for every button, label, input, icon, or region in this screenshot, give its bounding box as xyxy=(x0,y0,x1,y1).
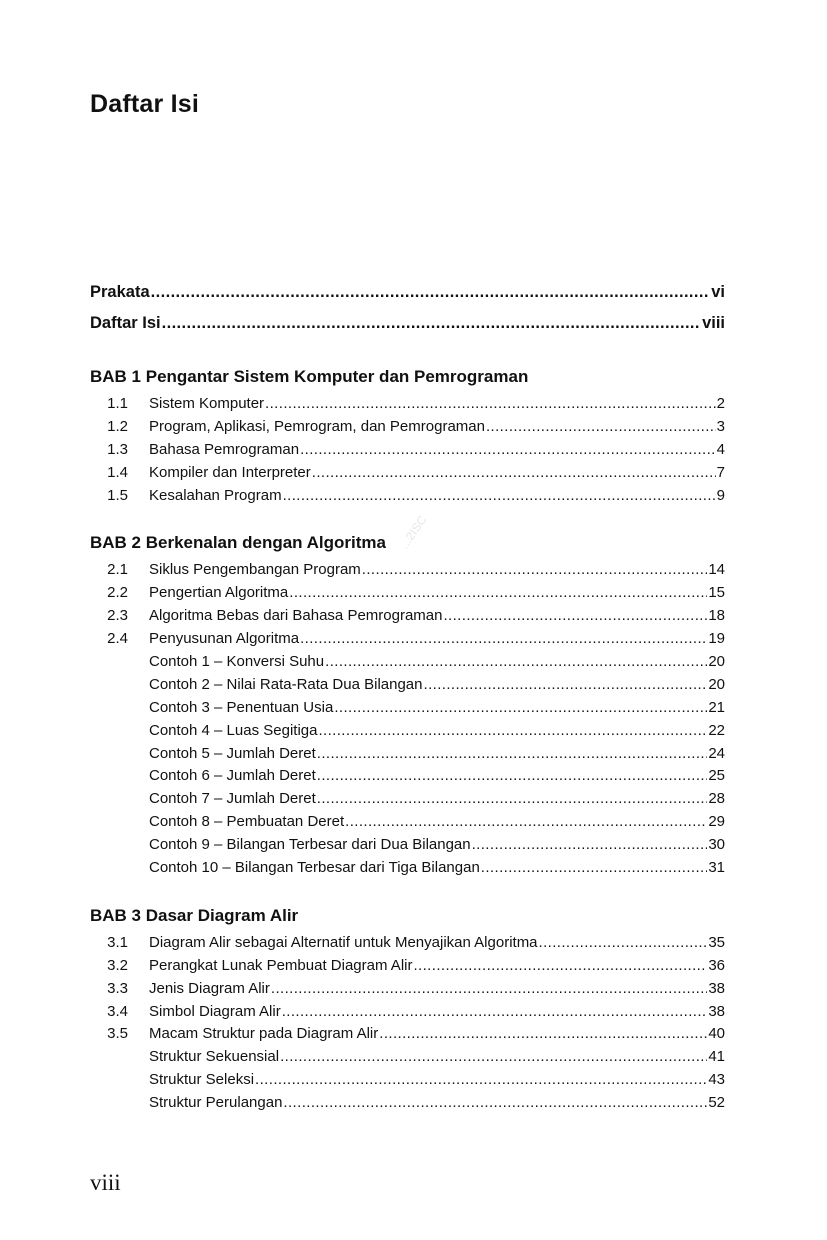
toc-entry-label: Penyusunan Algoritma xyxy=(149,630,300,648)
toc-section-row[interactable] xyxy=(90,1023,725,1046)
toc-entry-label: Contoh 7 – Jumlah Deret xyxy=(149,790,316,808)
section-number: 3.1 xyxy=(107,933,128,951)
dot-leader xyxy=(486,416,716,439)
section-number: 3.2 xyxy=(107,956,128,974)
toc-entry-label: Sistem Komputer xyxy=(149,395,265,412)
toc-page-number: 7 xyxy=(716,463,725,481)
dot-leader xyxy=(472,834,708,857)
toc-entry-label: Contoh 10 – Bilangan Terbesar dari Tiga Bilangan xyxy=(149,859,480,877)
toc-page-number: 20 xyxy=(708,653,725,671)
toc-section-row[interactable] xyxy=(90,605,725,628)
toc-page-number: 21 xyxy=(708,698,725,716)
toc-entry-label: Kompiler dan Interpreter xyxy=(149,463,311,481)
toc-subsection-row[interactable] xyxy=(90,1092,725,1115)
toc-subsection-row[interactable] xyxy=(90,765,725,788)
toc-entry-label: Contoh 2 – Nilai Rata-Rata Dua Bilangan xyxy=(149,675,423,693)
dot-leader xyxy=(317,743,708,766)
toc-section-row[interactable] xyxy=(90,1001,725,1024)
chapter-heading[interactable]: BAB 2 Berkenalan dengan Algoritma xyxy=(90,533,386,553)
dot-leader xyxy=(379,1023,707,1046)
toc-entry-label: Struktur Sekuensial xyxy=(149,1048,280,1066)
section-number: 1.2 xyxy=(107,417,128,435)
toc-subsection-row[interactable] xyxy=(90,1069,725,1092)
toc-page-number: 3 xyxy=(716,417,725,435)
toc-subsection-row[interactable] xyxy=(90,720,725,743)
toc-entry-label: Contoh 4 – Luas Segitiga xyxy=(149,721,318,739)
toc-section-row[interactable] xyxy=(90,393,725,416)
toc-section-row[interactable] xyxy=(90,628,725,651)
toc-entry-label: Diagram Alir sebagai Alternatif untuk Menyajikan Algoritma xyxy=(149,933,538,951)
toc-front-matter-row[interactable] xyxy=(90,277,725,308)
toc-page-number: 18 xyxy=(708,607,725,625)
dot-leader xyxy=(443,605,707,628)
toc-entry-label: Daftar Isi xyxy=(90,314,161,332)
section-number: 2.2 xyxy=(107,584,128,602)
section-number: 1.5 xyxy=(107,486,128,504)
toc-page-number: 40 xyxy=(708,1025,725,1043)
toc-subsection-row[interactable] xyxy=(90,1046,725,1069)
toc-section-row[interactable] xyxy=(90,978,725,1001)
chapter-entries xyxy=(90,393,725,507)
dot-leader xyxy=(362,559,708,582)
toc-entry-label: Contoh 9 – Bilangan Terbesar dari Dua Bilangan xyxy=(149,836,471,854)
dot-leader xyxy=(265,393,716,416)
toc-page-number: 29 xyxy=(708,813,725,831)
toc-front-matter-row[interactable] xyxy=(90,308,725,339)
toc-subsection-row[interactable] xyxy=(90,857,725,880)
dot-leader xyxy=(481,857,708,880)
dot-leader xyxy=(280,1046,707,1069)
toc-section-row[interactable] xyxy=(90,955,725,978)
section-number: 1.3 xyxy=(107,440,128,458)
toc-page-number: vi xyxy=(711,283,725,301)
toc-entry-label: Contoh 6 – Jumlah Deret xyxy=(149,767,316,785)
section-number: 2.1 xyxy=(107,561,128,579)
toc-entry-label: Jenis Diagram Alir xyxy=(149,979,270,997)
dot-leader xyxy=(317,765,708,788)
toc-page-number: 36 xyxy=(708,956,725,974)
section-number: 3.3 xyxy=(107,979,128,997)
chapter-entries xyxy=(90,932,725,1115)
dot-leader xyxy=(539,932,708,955)
dot-leader xyxy=(255,1069,707,1092)
dot-leader xyxy=(325,651,707,674)
toc-subsection-row[interactable] xyxy=(90,674,725,697)
toc-page-number: 15 xyxy=(708,584,725,602)
page-title: Daftar Isi xyxy=(90,90,199,118)
toc-entry-label: Contoh 3 – Penentuan Usia xyxy=(149,698,334,716)
chapter-heading[interactable]: BAB 3 Dasar Diagram Alir xyxy=(90,905,299,925)
toc-entry-label: Program, Aplikasi, Pemrogram, dan Pemrograman xyxy=(149,417,485,435)
chapter-heading[interactable]: BAB 1 Pengantar Sistem Komputer dan Pemrograman xyxy=(90,367,529,386)
toc-entry-label: Contoh 8 – Pembuatan Deret xyxy=(149,813,345,831)
toc-page-number: 19 xyxy=(708,630,725,648)
toc-entry-label: Simbol Diagram Alir xyxy=(149,1002,281,1020)
toc-subsection-row[interactable] xyxy=(90,834,725,857)
toc-entry-label: Contoh 5 – Jumlah Deret xyxy=(149,744,316,762)
section-number: 2.4 xyxy=(107,630,128,648)
toc-page-number: 9 xyxy=(716,486,725,504)
toc-subsection-row[interactable] xyxy=(90,811,725,834)
toc-section-row[interactable] xyxy=(90,439,725,462)
toc-page-number: 30 xyxy=(708,836,725,854)
dot-leader xyxy=(345,811,707,834)
dot-leader xyxy=(413,955,707,978)
dot-leader xyxy=(424,674,708,697)
dot-leader xyxy=(289,582,707,605)
dot-leader xyxy=(283,485,716,508)
toc-entry-label: Siklus Pengembangan Program xyxy=(149,561,361,579)
toc-subsection-row[interactable] xyxy=(90,697,725,720)
toc-page-number: 28 xyxy=(708,790,725,808)
toc-entry-label: Prakata xyxy=(90,283,150,301)
chapter-entries xyxy=(90,559,725,879)
toc-page-number: 31 xyxy=(708,859,725,877)
toc-page-number: 35 xyxy=(708,933,725,951)
toc-page-number: 41 xyxy=(708,1048,725,1066)
dot-leader xyxy=(300,628,707,651)
section-number: 1.4 xyxy=(107,463,128,481)
dot-leader xyxy=(162,308,701,339)
dot-leader xyxy=(283,1092,707,1115)
section-number: 2.3 xyxy=(107,607,128,625)
dot-leader xyxy=(334,697,707,720)
toc-entry-label: Kesalahan Program xyxy=(149,486,282,504)
toc-page-number: viii xyxy=(702,314,725,332)
toc-page-number: 14 xyxy=(708,561,725,579)
watermark: ...2ISC xyxy=(397,512,430,552)
toc-page-number: 52 xyxy=(708,1094,725,1112)
toc-page-number: 43 xyxy=(708,1071,725,1089)
toc-page-number: 38 xyxy=(708,979,725,997)
toc-entry-label: Perangkat Lunak Pembuat Diagram Alir xyxy=(149,956,413,974)
dot-leader xyxy=(318,720,707,743)
toc-entry-label: Pengertian Algoritma xyxy=(149,584,289,602)
toc-entry-label: Struktur Perulangan xyxy=(149,1094,283,1112)
dot-leader xyxy=(300,439,716,462)
dot-leader xyxy=(317,788,708,811)
toc-entry-label: Algoritma Bebas dari Bahasa Pemrograman xyxy=(149,607,443,625)
toc-section-row[interactable] xyxy=(90,416,725,439)
toc-page-number: 24 xyxy=(708,744,725,762)
section-number: 3.4 xyxy=(107,1002,128,1020)
dot-leader xyxy=(282,1001,708,1024)
section-number: 3.5 xyxy=(107,1025,128,1043)
toc-page-number: 20 xyxy=(708,675,725,693)
toc-section-row[interactable] xyxy=(90,485,725,508)
toc-entry-label: Struktur Seleksi xyxy=(149,1071,255,1089)
dot-leader xyxy=(312,462,716,485)
toc-section-row[interactable] xyxy=(90,932,725,955)
toc-subsection-row[interactable] xyxy=(90,788,725,811)
toc-page-number: 4 xyxy=(716,440,725,458)
toc-entry-label: Macam Struktur pada Diagram Alir xyxy=(149,1025,379,1043)
toc-section-row[interactable] xyxy=(90,462,725,485)
toc-subsection-row[interactable] xyxy=(90,743,725,766)
toc-entry-label: Contoh 1 – Konversi Suhu xyxy=(149,653,325,671)
toc-section-row[interactable] xyxy=(90,559,725,582)
table-of-contents xyxy=(90,277,725,1115)
page-number: viii xyxy=(90,1170,121,1195)
section-number: 1.1 xyxy=(107,395,128,412)
toc-subsection-row[interactable] xyxy=(90,651,725,674)
dot-leader xyxy=(271,978,707,1001)
toc-entry-label: Bahasa Pemrograman xyxy=(149,440,300,458)
toc-page-number: 22 xyxy=(708,721,725,739)
toc-page-number: 25 xyxy=(708,767,725,785)
toc-page-number: 2 xyxy=(716,395,725,412)
toc-section-row[interactable] xyxy=(90,582,725,605)
dot-leader xyxy=(151,277,711,308)
toc-page-number: 38 xyxy=(708,1002,725,1020)
